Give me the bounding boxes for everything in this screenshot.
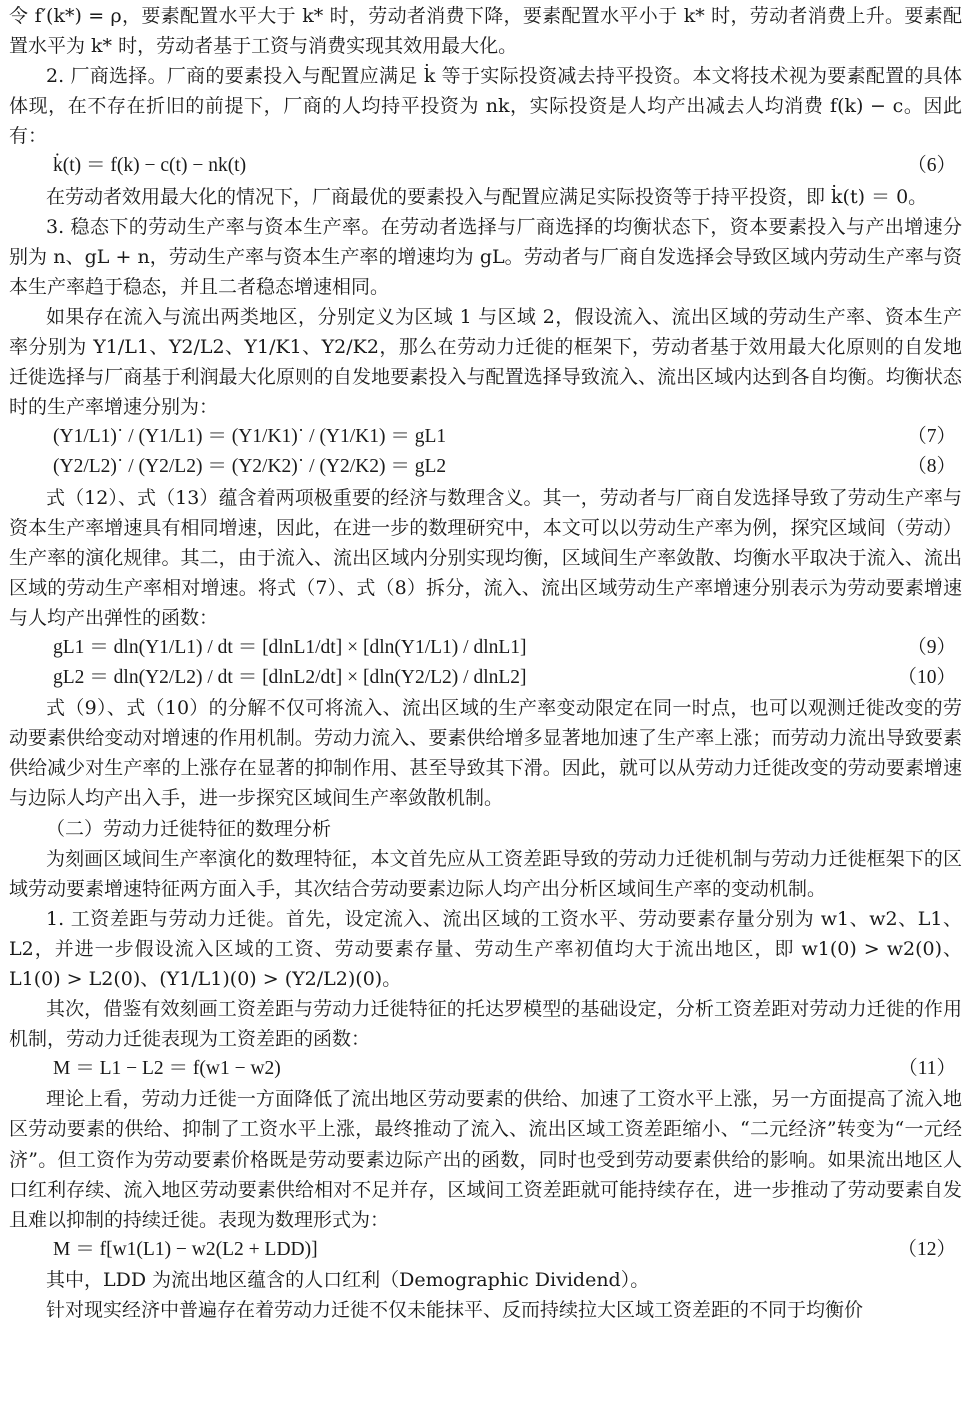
paragraph-continuation: 针对现实经济中普遍存在着劳动力迁徙不仅未能抹平、反而持续拉大区域工资差距的不同于均衡价	[46, 1299, 864, 1322]
equation-10	[9, 663, 962, 693]
equation-10-body: gL2 ＝ dln(Y2/L2) / dt ＝ [dlnL2/dt] × [dln(Y2/L2) / dlnL2]	[53, 667, 527, 689]
equation-8-number: （8）	[907, 456, 956, 478]
paragraph-theory: 理论上看，劳动力迁徙一方面降低了流出地区劳动要素的供给、加速了工资水平上涨，另一方面提高了流入地区劳动要素的供给、抑制了工资水平上涨，最终推动了流入、流出区域工资差距缩小、“二元经济”转变为“一元经济”。但工资作为劳动要素价格既是劳动要素边际产出的函数，同时也受到劳动要素供给的影响。如果流出地区人口红利存续、流入地区劳动要素供给相对不足并存，区域间工资差距就可能持续存在，进一步推动了劳动要素自发且难以抑制的持续迁徙。表现为数理形式为：	[9, 1088, 962, 1231]
equation-6-body: k̇(t) ＝ f(k) − c(t) − nk(t)	[53, 155, 247, 177]
equation-7-body: (Y1/L1)˙ / (Y1/L1) ＝ (Y1/K1)˙ / (Y1/K1) ＝ gL1	[53, 426, 447, 448]
paragraph-firm-optimal: 在劳动者效用最大化的情况下，厂商最优的要素投入与配置应满足实际投资等于持平投资，即 k̇(t) ＝ 0。	[46, 185, 928, 208]
paragraph-two-implications: 式（12）、式（13）蕴含着两项极重要的经济与数理含义。其一，劳动者与厂商自发选择导致了劳动生产率与资本生产率增速具有相同增速，因此，在进一步的数理研究中，本文可以以劳动生产率为例，探究区域间（劳动）生产率的演化规律。其二，由于流入、流出区域内分别实现均衡，区域间生产率敛散、均衡水平取决于流入、流出区域的劳动生产率相对增速。将式（7）、式（8）拆分，流入、流出区域劳动生产率增速分别表示为劳动要素增速与人均产出弹性的函数：	[9, 486, 962, 629]
equation-7	[9, 422, 962, 452]
equation-11-number: （11）	[898, 1058, 956, 1080]
paragraph-todaro: 其次，借鉴有效刻画工资差距与劳动力迁徙特征的托达罗模型的基础设定，分析工资差距对劳动力迁徙的作用机制，劳动力迁徙表现为工资差距的函数：	[9, 998, 962, 1051]
paragraph-steady-state: 3. 稳态下的劳动生产率与资本生产率。在劳动者选择与厂商选择的均衡状态下，资本要素投入与产出增速分别为 n、gL + n，劳动生产率与资本生产率的增速均为 gL。劳动者与厂商自发选择会导致区域内劳动生产率与资本生产率趋于稳态，并且二者稳态增速相同。	[9, 215, 962, 298]
section-heading-migration-analysis: （二）劳动力迁徙特征的数理分析	[46, 817, 332, 840]
paragraph-firm-choice: 2. 厂商选择。厂商的要素投入与配置应满足 k̇ 等于实际投资减去持平投资。本文将技术视为要素配置的具体体现，在不存在折旧的前提下，厂商的人均持平投资为 nk，实际投资是人均产出减去人均消费 f(k) − c。因此有：	[9, 65, 962, 148]
equation-9	[9, 633, 962, 663]
equation-8-body: (Y2/L2)˙ / (Y2/L2) ＝ (Y2/K2)˙ / (Y2/K2) ＝ gL2	[53, 456, 447, 478]
paragraph-two-regions: 如果存在流入与流出两类地区，分别定义为区域 1 与区域 2，假设流入、流出区域的劳动生产率、资本生产率分别为 Y1/L1、Y2/L2、Y1/K1、Y2/K2，那么在劳动力迁徙的框架下，劳动者基于效用最大化原则的自发地迁徙选择与厂商基于利润最大化原则的自发地要素投入与配置选择导致流入、流出区域内达到各自均衡。均衡状态时的生产率增速分别为：	[9, 305, 962, 419]
equation-12-body: M ＝ f[w1(L1) − w2(L2 + LDD)]	[53, 1238, 318, 1260]
paragraph-decomposition: 式（9）、式（10）的分解不仅可将流入、流出区域的生产率变动限定在同一时点，也可以观测迁徙改变的劳动要素供给变动对增速的作用机制。劳动力流入、要素供给增多显著地加速了生产率上涨；而劳动力流出导致要素供给减少对生产率的上涨存在显著的抑制作用、甚至导致其下滑。因此，就可以从劳动力迁徙改变的劳动要素增速与边际人均产出入手，进一步探究区域间生产率敛散机制。	[9, 697, 962, 810]
equation-11	[9, 1054, 962, 1084]
paragraph-consumer-choice-conclusion: 令 f′(k*) = ρ，要素配置水平大于 k* 时，劳动者消费下降，要素配置水平小于 k* 时，劳动者消费上升。要素配置水平为 k* 时，劳动者基于工资与消费实现其效用最大化。	[9, 5, 962, 58]
equation-9-body: gL1 ＝ dln(Y1/L1) / dt ＝ [dlnL1/dt] × [dln(Y1/L1) / dlnL1]	[53, 636, 527, 658]
equation-9-number: （9）	[907, 636, 956, 658]
paragraph-wage-gap: 1. 工资差距与劳动力迁徙。首先，设定流入、流出区域的工资水平、劳动要素存量分别为 w1、w2、L1、L2，并进一步假设流入区域的工资、劳动要素存量、劳动生产率初值均大于流出地区，即 w1(0) > w2(0)、L1(0) > L2(0)、(Y1/L1)(0) > (Y2/L2)(0)。	[9, 907, 962, 990]
equation-6	[9, 151, 962, 181]
equation-10-number: （10）	[897, 667, 956, 689]
paragraph-demographic-dividend: 其中，LDD 为流出地区蕴含的人口红利（Demographic Dividend）。	[46, 1268, 650, 1291]
paragraph-approach: 为刻画区域间生产率演化的数理特征，本文首先应从工资差距导致的劳动力迁徙机制与劳动力迁徙框架下的区域劳动要素增速特征两方面入手，其次结合劳动要素边际人均产出分析区域间生产率的变动机制。	[9, 847, 962, 900]
equation-12	[9, 1235, 962, 1265]
equation-8	[9, 452, 962, 482]
equation-12-number: （12）	[897, 1238, 956, 1260]
equation-11-body: M ＝ L1 − L2 ＝ f(w1 − w2)	[53, 1058, 281, 1080]
equation-7-number: （7）	[907, 426, 956, 448]
equation-6-number: （6）	[907, 155, 956, 177]
